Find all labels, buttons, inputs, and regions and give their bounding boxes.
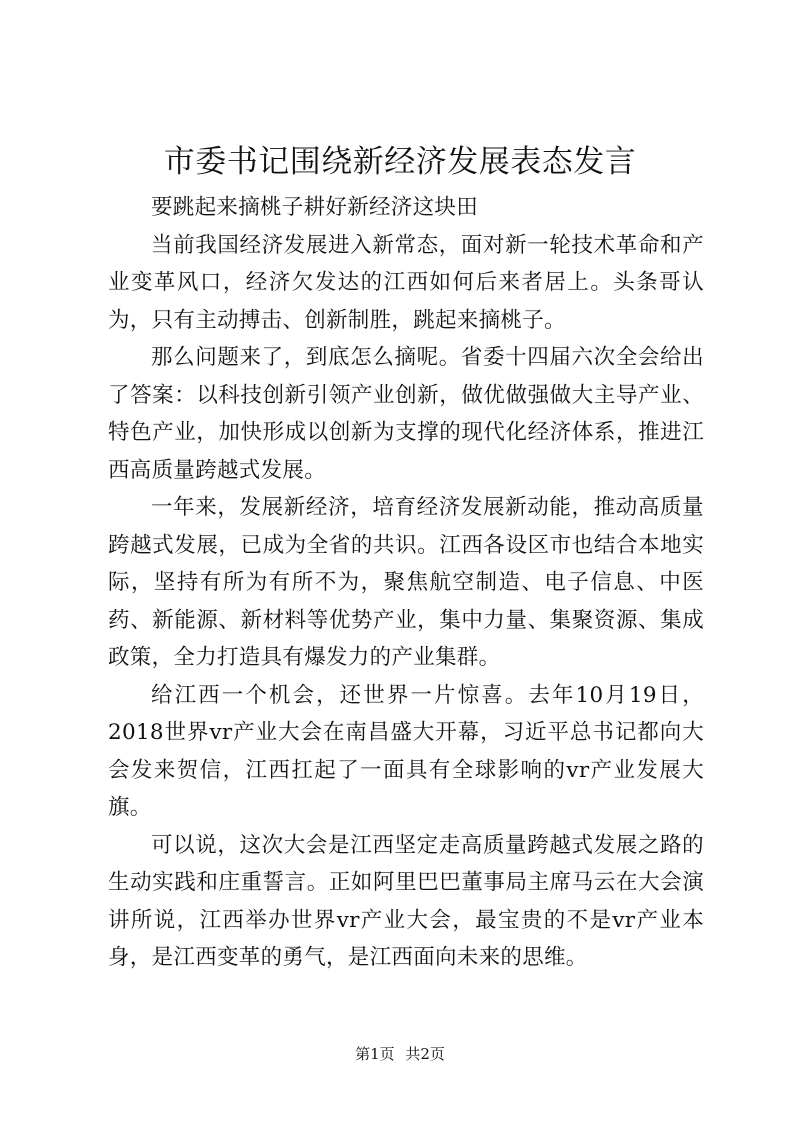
paragraph: 当前我国经济发展进入新常态，面对新一轮技术革命和产业变革风口，经济欠发达的江西如何后来者居上。头条哥认为，只有主动搏击、创新制胜，跳起来摘桃子。	[108, 232, 704, 333]
paragraph: 给江西一个机会，还世界一片惊喜。去年10月19日，2018世界vr产业大会在南昌盛大开幕，习近平总书记都向大会发来贺信，江西扛起了一面具有全球影响的vr产业发展大旗。	[108, 682, 704, 820]
paragraph: 一年来，发展新经济，培育经济发展新动能，推动高质量跨越式发展，已成为全省的共识。江西各设区市也结合本地实际，坚持有所为有所不为，聚焦航空制造、电子信息、中医药、新能源、新材料等优势产业，集中力量、集聚资源、集成政策，全力打造具有爆发力的产业集群。	[108, 495, 704, 670]
paragraph: 那么问题来了，到底怎么摘呢。省委十四届六次全会给出了答案：以科技创新引领产业创新，做优做强做大主导产业、特色产业，加快形成以创新为支撑的现代化经济体系，推进江西高质量跨越式发展。	[108, 345, 704, 483]
page-footer	[0, 1044, 800, 1064]
paragraph-subtitle: 要跳起来摘桃子耕好新经济这块田	[151, 195, 479, 220]
document-body	[108, 189, 704, 977]
page-number: 第1页	[355, 1045, 395, 1063]
page-total: 共2页	[405, 1045, 445, 1063]
document-title: 市委书记围绕新经济发展表态发言	[163, 144, 637, 180]
paragraph: 可以说，这次大会是江西坚定走高质量跨越式发展之路的生动实践和庄重誓言。正如阿里巴巴董事局主席马云在大会演讲所说，江西举办世界vr产业大会，最宝贵的不是vr产业本身，是江西变革的勇气，是江西面向未来的思维。	[108, 832, 704, 970]
